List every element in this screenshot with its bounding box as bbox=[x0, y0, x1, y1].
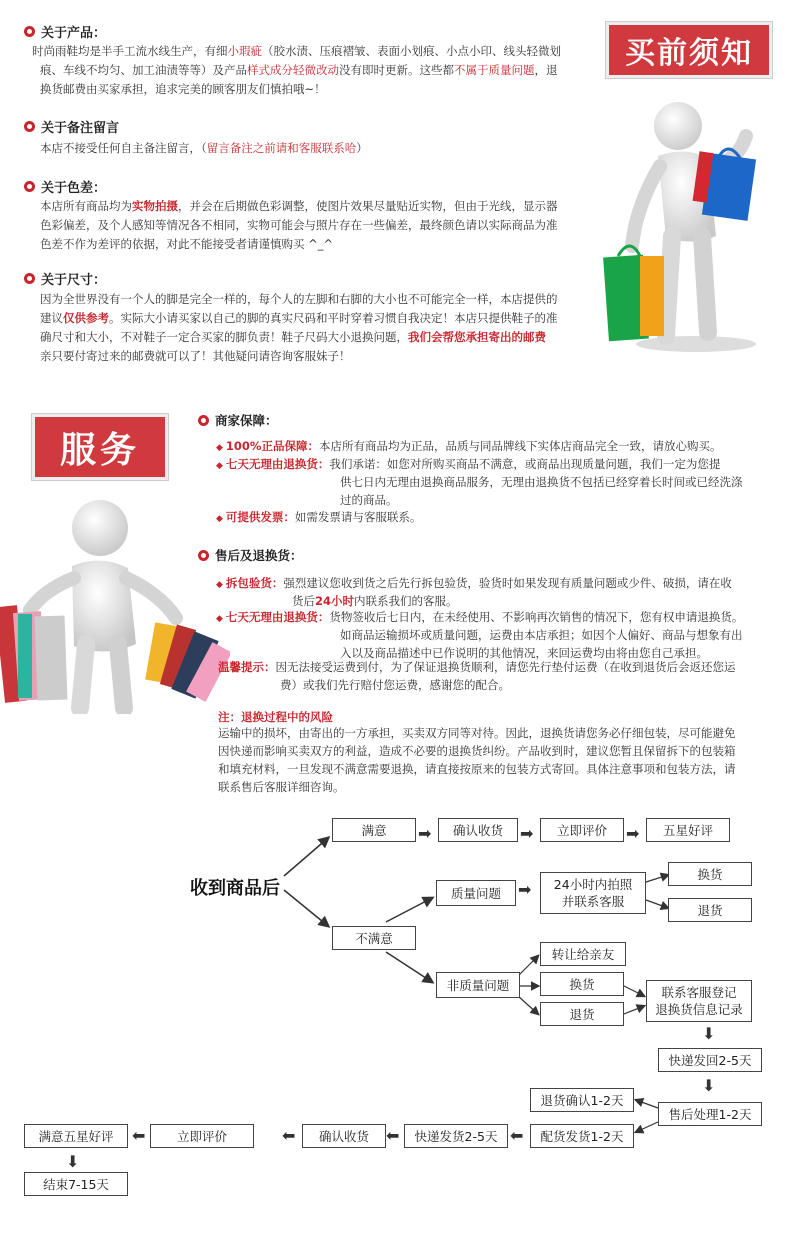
size-red-text: 仅供参考 bbox=[63, 311, 109, 325]
flow-box-text: 退货 bbox=[569, 1006, 595, 1022]
flow-box-text: 快递发回2-5天 bbox=[668, 1052, 752, 1068]
flow-express-back-box bbox=[658, 1048, 762, 1072]
product-text: 换货邮费由买家承担，追求完美的顾客朋友们慎拍哦~！ bbox=[40, 82, 326, 96]
guarantee-text: 我们承诺：如您对所购买商品不满意，或商品出现质量问题，我们一定为您提 bbox=[329, 457, 721, 471]
size-heading-text: 关于尺寸： bbox=[41, 273, 107, 288]
size-text: 。实际大小请买家以自己的脚的真实尺码和平时穿着习惯自我决定！本店只提供鞋子的准 bbox=[109, 311, 558, 325]
after-sale-text: 入以及商品描述中已作说明的其他情况，来回运费均由将由您自己承担。 bbox=[340, 646, 708, 660]
diamond-icon: ◆ bbox=[216, 443, 223, 453]
color-heading-text: 关于色差： bbox=[41, 181, 107, 196]
after-sale-text: 强烈建议您收到货之后先行拆包验货，验货时如果发现有质量问题或少件、破损，请在收 bbox=[283, 576, 732, 590]
flow-box-text: 质量问题 bbox=[450, 885, 501, 901]
product-text: 痕、车线不均匀、加工油渍等等）及产品 bbox=[40, 63, 247, 77]
after-sale-red-text: 24小时 bbox=[315, 594, 355, 608]
flow-box-text: 售后处理1-2天 bbox=[668, 1106, 752, 1122]
diamond-icon: ◆ bbox=[216, 514, 223, 524]
flow-box-text: 快递发货2-5天 bbox=[414, 1128, 498, 1144]
arrow-left-icon: ⬅ bbox=[386, 1126, 400, 1145]
risk-note-text: 因快递而影响买卖双方的利益，造成不必要的退换货纠纷。产品收到时，建议您暂且保留拆下的包装箱 bbox=[218, 744, 736, 758]
flow-unsatisfied-box bbox=[332, 926, 416, 950]
after-sale-heading-text: 售后及退换货： bbox=[215, 548, 303, 563]
arrow-right-icon: ➡ bbox=[520, 824, 534, 843]
guarantee-text: 过的商品。 bbox=[340, 493, 398, 507]
flow-confirm-box-2 bbox=[302, 1124, 386, 1148]
risk-note-text: 和填充材料，一旦发现不满意需要退换，请直接按原来的包装方式寄回。具体注意事项和包装方法，请 bbox=[218, 762, 736, 776]
flow-box-text: 退换货信息记录 bbox=[655, 1002, 743, 1017]
product-red-text: 样式成分轻微改动 bbox=[247, 63, 339, 77]
after-sale-text: 如商品运输损坏或质量问题，运费由本店承担；如因个人偏好、商品与想象有出 bbox=[340, 628, 743, 642]
flow-photo-box bbox=[540, 872, 646, 914]
flow-end-box bbox=[24, 1172, 128, 1196]
flow-after-process-box bbox=[658, 1102, 762, 1126]
after-sale-text: 货后 bbox=[292, 594, 315, 608]
flow-register-box bbox=[646, 980, 752, 1022]
product-text: ，退 bbox=[534, 63, 558, 77]
service-banner-text: 服务 bbox=[59, 429, 140, 471]
arrow-right-icon: ➡ bbox=[518, 880, 532, 899]
product-text: 时尚雨鞋均是半手工流水线生产，有细 bbox=[32, 44, 228, 58]
size-text: 亲只要付寄过来的邮费就可以了！其他疑问请咨询客服妹子！ bbox=[40, 349, 351, 363]
arrow-down-icon: ⬇ bbox=[702, 1076, 716, 1095]
flow-box-text: 确认收货 bbox=[452, 822, 503, 838]
arrow-right-icon: ➡ bbox=[626, 824, 640, 843]
color-red-text: 实物拍摄 bbox=[132, 199, 178, 213]
flow-start-text: 收到商品后 bbox=[190, 878, 280, 899]
tip-label: 温馨提示： bbox=[218, 660, 276, 674]
flow-non-quality-box bbox=[436, 972, 520, 998]
flow-box-text: 联系客服登记 bbox=[661, 985, 737, 1000]
flow-return-box-1 bbox=[668, 898, 752, 922]
arrow-left-icon: ⬅ bbox=[282, 1126, 296, 1145]
product-red-text: 不属于质量问题 bbox=[454, 63, 535, 77]
color-text: ，并会在后期做色彩调整，使图片效果尽量贴近实物，但由于光线，显示器 bbox=[178, 199, 558, 213]
risk-note-text: 联系售后客服详细咨询。 bbox=[218, 780, 345, 794]
flow-box-text: 并联系客服 bbox=[561, 894, 625, 909]
guarantee-text: 供七日内无理由退换商品服务，无理由退换货不包括已经穿着长时间或已经洗涤 bbox=[340, 475, 743, 489]
flow-return-confirm-box bbox=[530, 1088, 634, 1112]
arrow-right-icon: ➡ bbox=[418, 824, 432, 843]
product-text: （胶水渍、压痕褶皱、表面小划痕、小点小印、线头轻微划 bbox=[262, 44, 561, 58]
flow-box-text: 不满意 bbox=[355, 930, 393, 946]
flow-box-text: 立即评价 bbox=[556, 822, 607, 838]
risk-note-text: 运输中的损坏，由寄出的一方承担，买卖双方同等对待。因此，退换货请您务必仔细包装，尽可能避免 bbox=[218, 726, 736, 740]
size-text: 确尺寸和大小，不对鞋子一定合买家的脚负责！鞋子尺码大小退换问题， bbox=[40, 330, 408, 344]
flow-box-text: 转让给亲友 bbox=[551, 946, 615, 962]
product-text: 没有即时更新。这些都 bbox=[339, 63, 454, 77]
flow-review-box-2 bbox=[150, 1124, 254, 1148]
flow-box-text: 非质量问题 bbox=[446, 977, 510, 993]
flow-box-text: 24小时内拍照 bbox=[553, 877, 633, 892]
size-text: 因为全世界没有一个人的脚是完全一样的，每个人的左脚和右脚的大小也不可能完全一样，本店提供的 bbox=[40, 292, 558, 306]
diamond-icon: ◆ bbox=[216, 461, 223, 471]
flow-box-text: 满意五星好评 bbox=[38, 1128, 114, 1144]
remark-text: 本店不接受任何自主备注留言，（ bbox=[40, 141, 207, 155]
flow-exchange-box-1 bbox=[668, 862, 752, 886]
flow-confirm-box bbox=[438, 818, 518, 842]
tip-text: 因无法接受运费到付，为了保证退换货顺利，请您先行垫付运费（在收到退货后会返还您运 bbox=[275, 660, 736, 674]
notice-banner-text: 买前须知 bbox=[625, 36, 753, 71]
flow-box-text: 满意 bbox=[361, 822, 387, 838]
flow-box-text: 立即评价 bbox=[176, 1128, 227, 1144]
flow-satisfied-box bbox=[332, 818, 416, 842]
color-text: 本店所有商品均为 bbox=[40, 199, 132, 213]
diamond-icon: ◆ bbox=[216, 580, 223, 590]
remark-text: ） bbox=[356, 141, 368, 155]
flow-box-text: 退货 bbox=[697, 902, 723, 918]
flow-box-text: 结束7-15天 bbox=[43, 1176, 109, 1192]
guarantee-text: 如需发票请与客服联系。 bbox=[294, 510, 422, 524]
product-heading-text: 关于产品： bbox=[41, 26, 107, 41]
flow-quality-box bbox=[436, 880, 516, 906]
flow-satisfied-five-box bbox=[24, 1124, 128, 1148]
flow-box-text: 换货 bbox=[697, 866, 723, 882]
flow-start-title bbox=[190, 874, 280, 900]
flow-return-box-2 bbox=[540, 1002, 624, 1026]
after-sale-label: 七天无理由退换货： bbox=[225, 610, 330, 624]
remark-red-text: 留言备注之前请和客服联系哈 bbox=[206, 141, 357, 155]
flow-exchange-box-2 bbox=[540, 972, 624, 996]
arrow-left-icon: ⬅ bbox=[510, 1126, 524, 1145]
diamond-icon: ◆ bbox=[216, 614, 223, 624]
guarantee-label: 七天无理由退换货： bbox=[225, 457, 330, 471]
flow-box-text: 换货 bbox=[569, 976, 595, 992]
flow-box-text: 五星好评 bbox=[662, 822, 713, 838]
guarantee-heading-text: 商家保障： bbox=[215, 413, 278, 428]
arrow-left-icon: ⬅ bbox=[132, 1126, 146, 1145]
color-text: 色彩偏差，及个人感知等情况各不相同，实物可能会与照片存在一些偏差，最终颜色请以实际商品为准 bbox=[40, 218, 558, 232]
tip-text: 费）或我们先行赔付您运费，感谢您的配合。 bbox=[280, 678, 510, 692]
product-red-text: 小瑕疵 bbox=[227, 44, 262, 58]
arrow-down-icon: ⬇ bbox=[66, 1152, 80, 1171]
remark-heading-text: 关于备注留言 bbox=[41, 121, 120, 136]
guarantee-text: 本店所有商品均为正品，品质与同品牌线下实体店商品完全一致，请放心购买。 bbox=[318, 439, 722, 453]
flow-box-text: 配货发货1-2天 bbox=[540, 1128, 624, 1144]
flow-ship-out-box bbox=[530, 1124, 634, 1148]
after-sale-text: 货物签收后七日内，在未经使用、不影响再次销售的情况下，您有权申请退换货。 bbox=[329, 610, 744, 624]
flow-review-box bbox=[540, 818, 624, 842]
flow-five-star-box bbox=[646, 818, 730, 842]
flow-express-ship-box bbox=[404, 1124, 508, 1148]
after-sale-label: 拆包验货： bbox=[225, 576, 284, 590]
flow-box-text: 确认收货 bbox=[318, 1128, 369, 1144]
flow-transfer-box bbox=[540, 942, 626, 966]
arrow-down-icon: ⬇ bbox=[702, 1024, 716, 1043]
size-text: 建议 bbox=[40, 311, 63, 325]
guarantee-label: 100%正品保障： bbox=[225, 439, 319, 453]
flow-box-text: 退货确认1-2天 bbox=[540, 1092, 624, 1108]
after-sale-text: 内联系我们的客服。 bbox=[354, 594, 458, 608]
size-red-text: 我们会帮您承担寄出的邮费 bbox=[408, 330, 546, 344]
color-text: 色差不作为差评的依据，对此不能接受者请谨慎购买 ^_^ bbox=[40, 237, 334, 251]
risk-note-title-text: 注：退换过程中的风险 bbox=[218, 710, 333, 724]
guarantee-label: 可提供发票： bbox=[225, 510, 295, 524]
